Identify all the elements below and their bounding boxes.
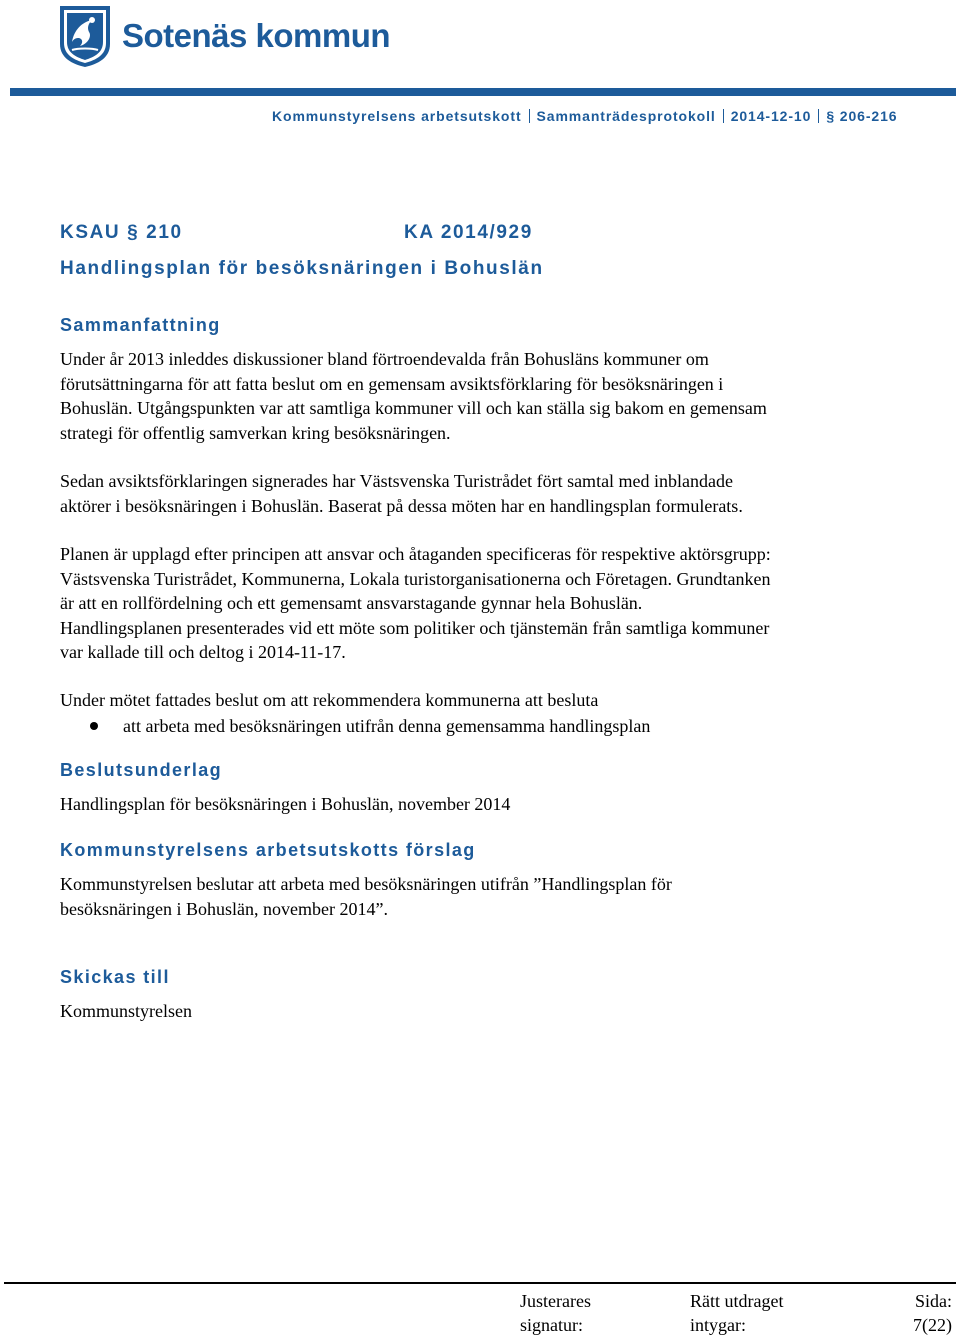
footer-ratt-utdraget [690, 1289, 783, 1337]
text-line: förutsättningarna för att fatta beslut om en gemensam avsiktsförklaring för besöksnäringen i [60, 373, 724, 394]
text-line: Västsvenska Turistrådet, Kommunerna, Lokala turistorganisationerna och Företagen. Grundtanken [60, 568, 771, 589]
footer-label: Sida: [914, 1291, 952, 1311]
bullet-icon [90, 722, 98, 730]
summary-paragraph-4 [60, 688, 940, 713]
logo-text: Sotenäs kommun [122, 17, 391, 54]
text-line: Sedan avsiktsförklaringen signerades har Västsvenska Turistrådet fört samtal med inblandade [60, 471, 734, 491]
page-number: 7(22) [913, 1315, 952, 1335]
footer-label: Rätt utdraget [690, 1291, 784, 1311]
text-line: Handlingsplan för besöksnäringen i Bohuslän, november 2014 [60, 794, 511, 814]
footer-justerares [520, 1289, 591, 1337]
footer-label: signatur: [520, 1315, 583, 1335]
header-separator [529, 109, 530, 123]
text-line: Under år 2013 inleddes diskussioner bland förtroendevalda från Bohusläns kommuner om [60, 349, 709, 369]
text-line: Bohuslän. Utgångspunkten var att samtliga kommuner vill och kan ställa sig bakom en gemensam [60, 398, 767, 418]
basis-heading: Beslutsunderlag [60, 760, 223, 780]
sent-to-paragraph [60, 999, 940, 1024]
municipality-crest-icon [58, 4, 112, 68]
case-line [60, 222, 533, 244]
case-ref: KA 2014/929 [404, 222, 533, 243]
bullet-text: att arbeta med besöksnäringen utifrån denna gemensamma handlingsplan [123, 716, 651, 736]
header-separator [723, 109, 724, 123]
text-line: Under mötet fattades beslut om att rekommendera kommunerna att besluta [60, 690, 599, 710]
footer-page [913, 1289, 952, 1337]
text-line: Kommunstyrelsen beslutar att arbeta med besöksnäringen utifrån ”Handlingsplan för [60, 874, 672, 894]
header-separator [818, 109, 819, 123]
summary-paragraph-3 [60, 542, 940, 665]
text-line: besöksnäringen i Bohuslän, november 2014”. [60, 898, 388, 919]
header-doc-type: Sammanträdesprotokoll [536, 108, 716, 124]
text-line: aktörer i besöksnäringen i Bohuslän. Baserat på dessa möten har en handlingsplan formulerats. [60, 495, 743, 516]
text-line: Handlingsplanen presenterades vid ett möte som politiker och tjänstemän från samtliga kommuner [60, 617, 770, 638]
text-line: är att en rollfördelning och ett gemensamt ansvarstagande gynnar hela Bohuslän. [60, 593, 643, 613]
text-line: Planen är upplagd efter principen att ansvar och åtaganden specificeras för respektive aktörsgrupp: [60, 544, 771, 564]
case-id: KSAU § 210 [60, 222, 183, 243]
document-header [272, 108, 897, 124]
sent-to-heading: Skickas till [60, 967, 170, 987]
case-title: Handlingsplan för besöksnäringen i Bohuslän [60, 258, 544, 279]
header-paragraphs: § 206-216 [826, 108, 898, 124]
text-line: strategi för offentlig samverkan kring besöksnäringen. [60, 422, 451, 443]
summary-paragraph-2 [60, 469, 940, 518]
summary-heading: Sammanfattning [60, 315, 221, 335]
proposal-paragraph [60, 872, 940, 921]
footer-label: Justerares [520, 1291, 591, 1311]
header-body: Kommunstyrelsens arbetsutskott [272, 108, 522, 124]
footer-label: intygar: [690, 1315, 746, 1335]
text-line: var kallade till och deltog i 2014-11-17. [60, 642, 346, 662]
logo [58, 4, 390, 68]
summary-paragraph-1 [60, 347, 940, 445]
text-line: Kommunstyrelsen [60, 1001, 192, 1021]
basis-paragraph [60, 792, 940, 817]
top-rule [10, 88, 956, 96]
header-date: 2014-12-10 [730, 108, 812, 124]
proposal-heading: Kommunstyrelsens arbetsutskotts förslag [60, 840, 476, 860]
footer-rule [4, 1282, 956, 1284]
